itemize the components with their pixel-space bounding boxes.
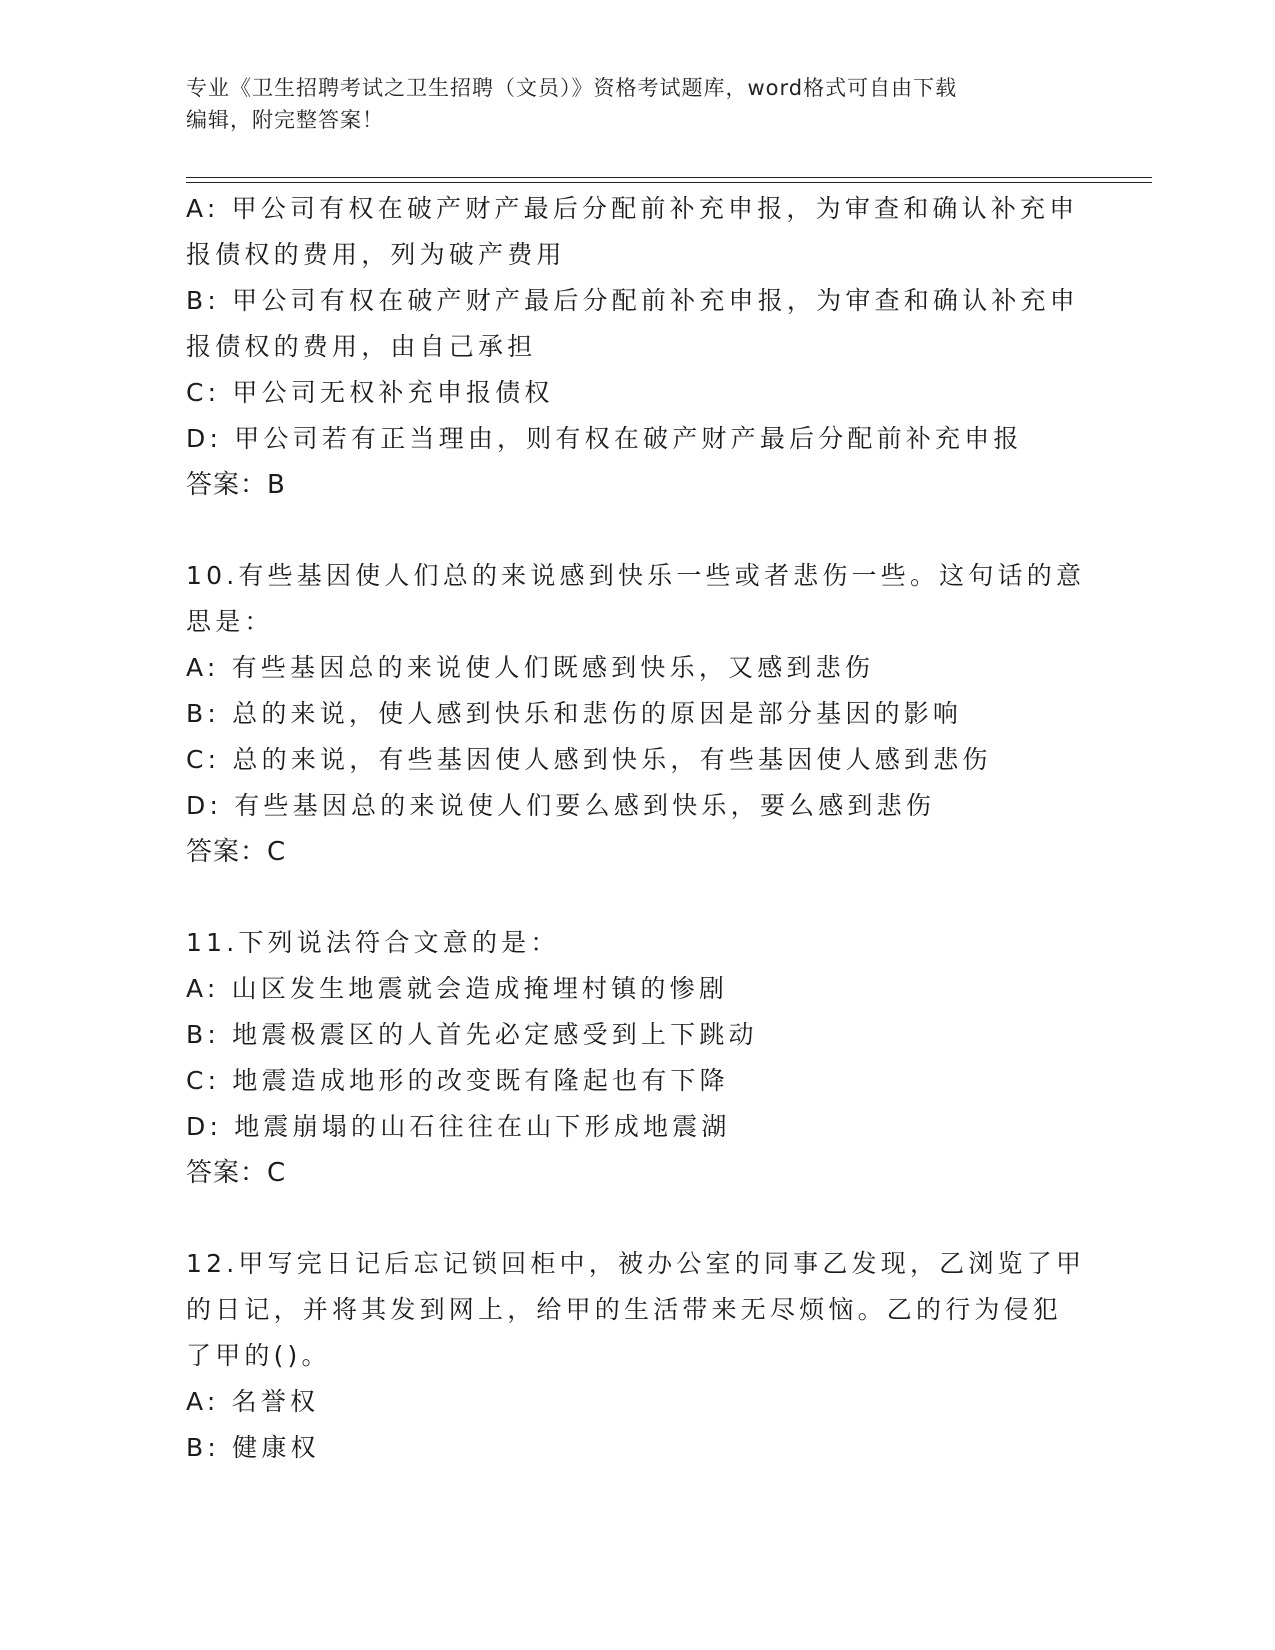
question-11-option-c: C: 地震造成地形的改变既有隆起也有下降 bbox=[186, 1066, 729, 1095]
question-10 bbox=[186, 553, 1086, 875]
question-11-option-a: A: 山区发生地震就会造成掩埋村镇的惨剧 bbox=[186, 974, 729, 1003]
question-10-option-a: A: 有些基因总的来说使人们既感到快乐，又感到悲伤 bbox=[186, 653, 875, 682]
question-11-option-d: D: 地震崩塌的山石往往在山下形成地震湖 bbox=[186, 1112, 731, 1141]
question-10-stem-line-1: 10.有些基因使人们总的来说感到快乐一些或者悲伤一些。这句话的意 bbox=[186, 561, 1086, 590]
spacer bbox=[186, 875, 1086, 920]
header-rule-bottom bbox=[186, 182, 1152, 183]
question-12-stem-line-2: 的日记，并将其发到网上，给甲的生活带来无尽烦恼。乙的行为侵犯 bbox=[186, 1295, 1063, 1324]
header-line-1: 专业《卫生招聘考试之卫生招聘（文员）》资格考试题库，word格式可自由下载 bbox=[186, 76, 958, 100]
question-11-answer: 答案：C bbox=[186, 1158, 287, 1188]
question-9-option-b-line-2: 报债权的费用，由自己承担 bbox=[186, 332, 537, 361]
question-11-stem: 11.下列说法符合文意的是： bbox=[186, 928, 560, 957]
header-rule-top bbox=[186, 177, 1152, 178]
question-12-stem-line-1: 12.甲写完日记后忘记锁回柜中，被办公室的同事乙发现，乙浏览了甲 bbox=[186, 1249, 1086, 1278]
question-9-option-a-line-1: A: 甲公司有权在破产财产最后分配前补充申报，为审查和确认补充申 bbox=[186, 194, 1079, 223]
question-9-option-d: D: 甲公司若有正当理由，则有权在破产财产最后分配前补充申报 bbox=[186, 424, 1023, 453]
question-12-option-a: A: 名誉权 bbox=[186, 1387, 320, 1416]
question-9-option-c: C: 甲公司无权补充申报债权 bbox=[186, 378, 554, 407]
question-9-answer: 答案：B bbox=[186, 470, 286, 500]
header-line-2: 编辑，附完整答案！ bbox=[186, 108, 384, 132]
spacer bbox=[186, 1196, 1086, 1241]
question-10-option-c: C: 总的来说，有些基因使人感到快乐，有些基因使人感到悲伤 bbox=[186, 745, 992, 774]
question-10-answer: 答案：C bbox=[186, 837, 287, 867]
question-10-stem-line-2: 思是： bbox=[186, 607, 274, 636]
question-10-option-b: B: 总的来说，使人感到快乐和悲伤的原因是部分基因的影响 bbox=[186, 699, 963, 728]
question-11-option-b: B: 地震极震区的人首先必定感受到上下跳动 bbox=[186, 1020, 758, 1049]
document-header bbox=[186, 72, 1066, 136]
question-12 bbox=[186, 1241, 1086, 1471]
spacer bbox=[186, 508, 1086, 553]
question-12-stem-line-3: 了甲的()。 bbox=[186, 1341, 331, 1370]
question-11 bbox=[186, 920, 1086, 1196]
question-9-option-b-line-1: B: 甲公司有权在破产财产最后分配前补充申报，为审查和确认补充申 bbox=[186, 286, 1079, 315]
question-9-option-a-line-2: 报债权的费用，列为破产费用 bbox=[186, 240, 566, 269]
question-10-option-d: D: 有些基因总的来说使人们要么感到快乐，要么感到悲伤 bbox=[186, 791, 936, 820]
question-12-option-b: B: 健康权 bbox=[186, 1433, 320, 1462]
question-content bbox=[186, 186, 1086, 1471]
question-9-continued bbox=[186, 186, 1086, 508]
